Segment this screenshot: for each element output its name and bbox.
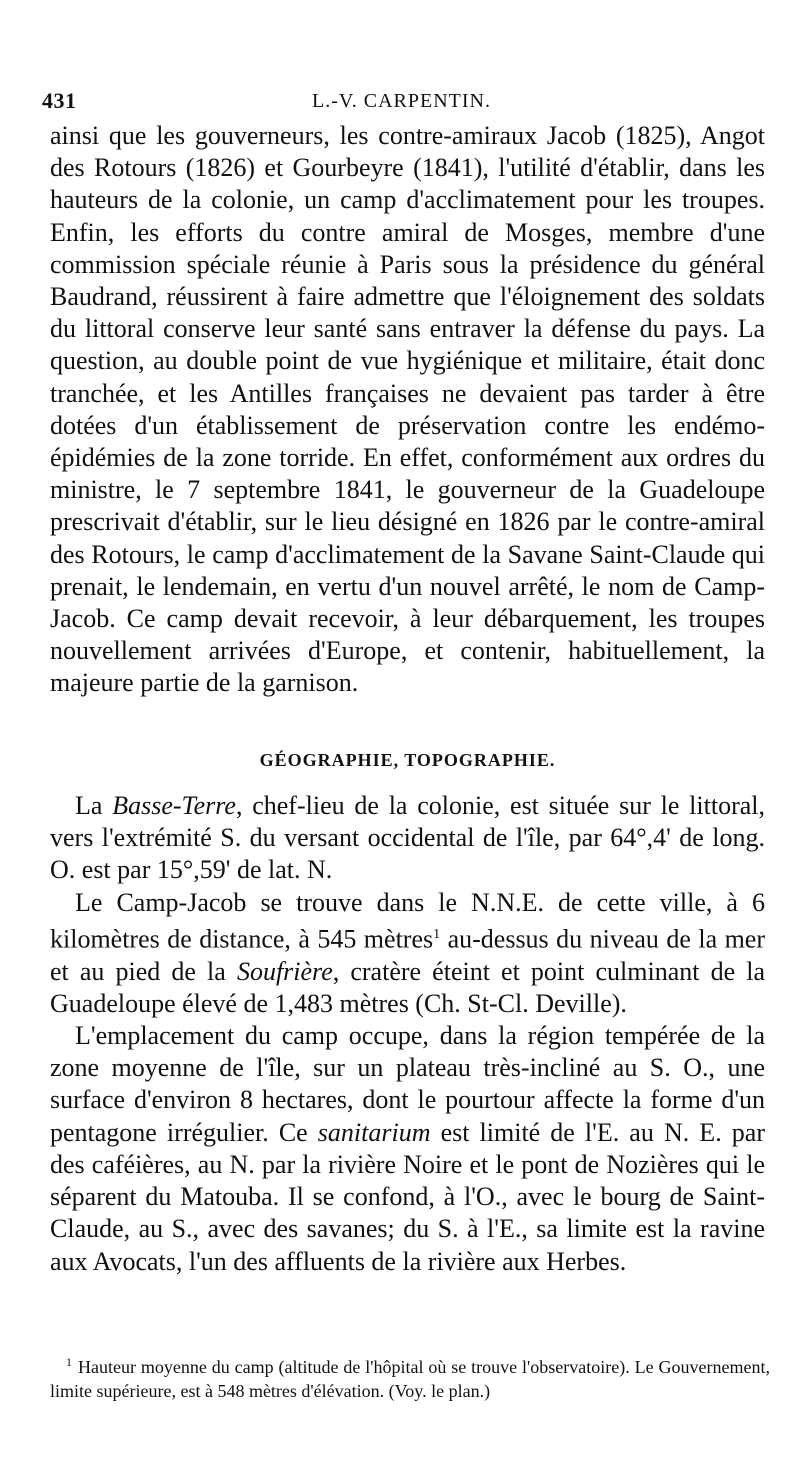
- term-sanitarium: sanitarium: [317, 1117, 431, 1147]
- paragraph-2: La Basse-Terre, chef-lieu de la colonie, est située sur le littoral, vers l'extrémité S. du versant occidental de l'île, par 64°,4' de long. O. est par 15°,59' de lat. N.: [50, 791, 765, 885]
- footnote-text: Hauteur moyenne du camp (altitude de l'hôpital où se trouve l'observatoire). Le Gouvernement, limite supérieure, est à 548 mètres d'élévation. (Voy. le plan.): [50, 1357, 770, 1401]
- paragraph-1: ainsi que les gouverneurs, les contre-amiraux Jacob (1825), Angot des Rotours (1826) et Gourbeyre (1841), l'utilité d'établir, dans les hauteurs de la colonie, un camp d'acclimatement pour les troupes. Enfin, les efforts du contre amiral de Mosges, membre d'une commission spéciale réunie à Paris sous la présidence du général Baudrand, réussirent à faire admettre que l'éloignement des soldats du littoral conserve leur santé sans entraver la défense du pays. La question, au double point de vue hygiénique et militaire, était donc tranchée, et les Antilles françaises ne devaient pas tarder à être dotées d'un établissement de préservation contre les endémo-épidémies de la zone torride. En effet, conformément aux ordres du ministre, le 7 septembre 1841, le gouverneur de la Guadeloupe prescrivait d'établir, sur le lieu désigné en 1826 par le contre-amiral des Rotours, le camp d'acclimatement de la Savane Saint-Claude qui prenait, le lendemain, en vertu d'un nouvel arrêté, le nom de Camp-Jacob. Ce camp devait recevoir, à leur débarquement, les troupes nouvellement arrivées d'Europe, et contenir, habituellement, la majeure partie de la garnison.: [50, 121, 765, 698]
- paragraph-3: Le Camp-Jacob se trouve dans le N.N.E. de cette ville, à 6 kilomètres de distance, à 545 mètres$^1$ au-dessus du niveau de la mer et au pied de la Soufrière, cratère éteint et point culminant de la Guadeloupe élevé de 1,483 mètres (Ch. St-Cl. Deville).: [50, 887, 765, 1018]
- running-head: L.-V. CARPENTIN.: [312, 90, 491, 112]
- page-number: 431: [42, 88, 77, 113]
- section-body: [50, 790, 765, 1278]
- footnote-mark: 1: [66, 1355, 72, 1369]
- footnote-reference: 1: [433, 926, 441, 942]
- paragraph-4: L'emplacement du camp occupe, dans la région tempérée de la zone moyenne de l'île, sur un plateau très-incliné au S. O., une surface d'environ 8 hectares, dont le pourtour affecte la forme d'un pentagone irrégulier. Ce sanitarium est limité de l'E. au N. E. par des caféières, au N. par la rivière Noire et le pont de Nozières qui le séparent du Matouba. Il se confond, à l'O., avec le bourg de Saint-Claude, au S., avec des savanes; du S. à l'E., sa limite est la ravine aux Avocats, l'un des affluents de la rivière aux Herbes.: [50, 1021, 765, 1276]
- page-header: [42, 88, 762, 118]
- continued-paragraph: [50, 120, 765, 700]
- section-heading: GÉOGRAPHIE, TOPOGRAPHIE.: [259, 750, 556, 770]
- place-name-basse-terre: Basse-Terre: [112, 791, 236, 820]
- place-name-soufriere: Soufrière: [236, 956, 333, 986]
- footnote: [50, 1350, 770, 1403]
